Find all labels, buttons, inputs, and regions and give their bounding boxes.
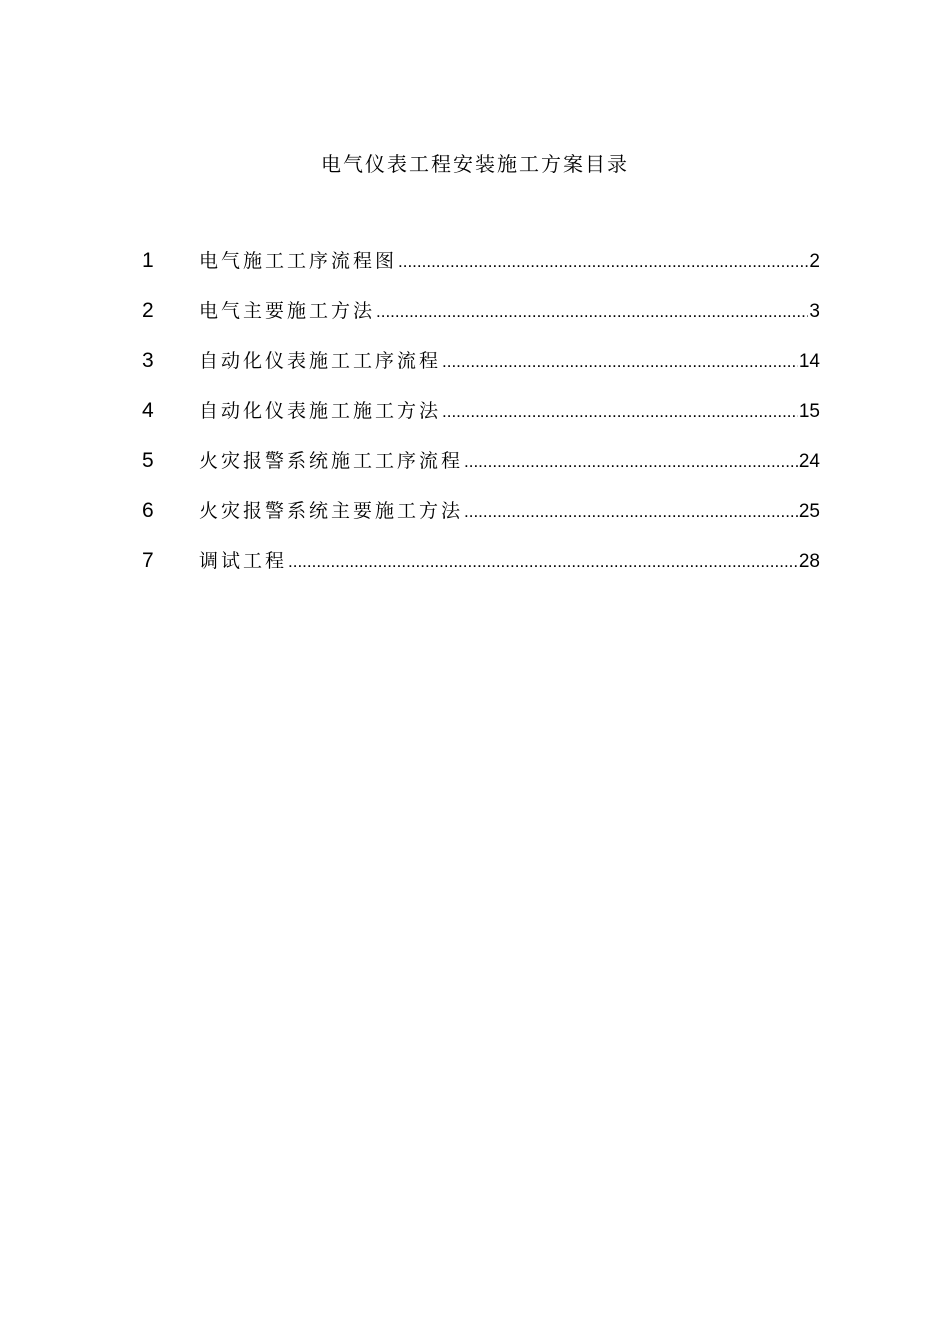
toc-entry-page: 14 bbox=[798, 351, 820, 372]
toc-entry-number: 7 bbox=[142, 549, 154, 572]
toc-entry[interactable] bbox=[140, 246, 820, 296]
toc-entry-title: 电气主要施工方法 bbox=[199, 300, 376, 322]
table-of-contents bbox=[140, 246, 820, 596]
toc-entry[interactable] bbox=[140, 446, 820, 496]
toc-entry[interactable] bbox=[140, 496, 820, 546]
toc-entry-page: 28 bbox=[798, 551, 820, 572]
toc-entry-number: 1 bbox=[142, 249, 154, 272]
toc-entry-number: 4 bbox=[142, 399, 154, 422]
toc-entry-page: 2 bbox=[809, 251, 820, 272]
toc-leader-dots bbox=[464, 503, 798, 520]
toc-leader-dots bbox=[464, 453, 798, 470]
toc-leader-dots bbox=[288, 553, 798, 570]
toc-entry-page: 25 bbox=[798, 501, 820, 522]
toc-leader-dots bbox=[376, 303, 808, 320]
toc-entry-page: 24 bbox=[798, 451, 820, 472]
toc-entry-title: 自动化仪表施工工序流程 bbox=[199, 350, 442, 372]
document-title: 电气仪表工程安装施工方案目录 bbox=[321, 152, 629, 176]
toc-entry-title: 自动化仪表施工施工方法 bbox=[199, 400, 442, 422]
toc-entry-number: 3 bbox=[142, 349, 154, 372]
toc-entry-number: 6 bbox=[142, 499, 154, 522]
toc-entry-title: 火灾报警系统施工工序流程 bbox=[199, 450, 464, 472]
toc-entry[interactable] bbox=[140, 396, 820, 446]
toc-leader-dots bbox=[442, 403, 798, 420]
toc-entry-number: 5 bbox=[142, 449, 154, 472]
toc-leader-dots bbox=[398, 253, 808, 270]
toc-entry[interactable] bbox=[140, 546, 820, 596]
toc-entry-page: 15 bbox=[798, 401, 820, 422]
toc-leader-dots bbox=[442, 353, 798, 370]
toc-entry-title: 电气施工工序流程图 bbox=[199, 250, 398, 272]
toc-entry-title: 火灾报警系统主要施工方法 bbox=[199, 500, 464, 522]
toc-entry-title: 调试工程 bbox=[199, 550, 288, 572]
toc-entry-number: 2 bbox=[142, 299, 154, 322]
toc-entry[interactable] bbox=[140, 296, 820, 346]
toc-entry-page: 3 bbox=[809, 301, 820, 322]
toc-entry[interactable] bbox=[140, 346, 820, 396]
